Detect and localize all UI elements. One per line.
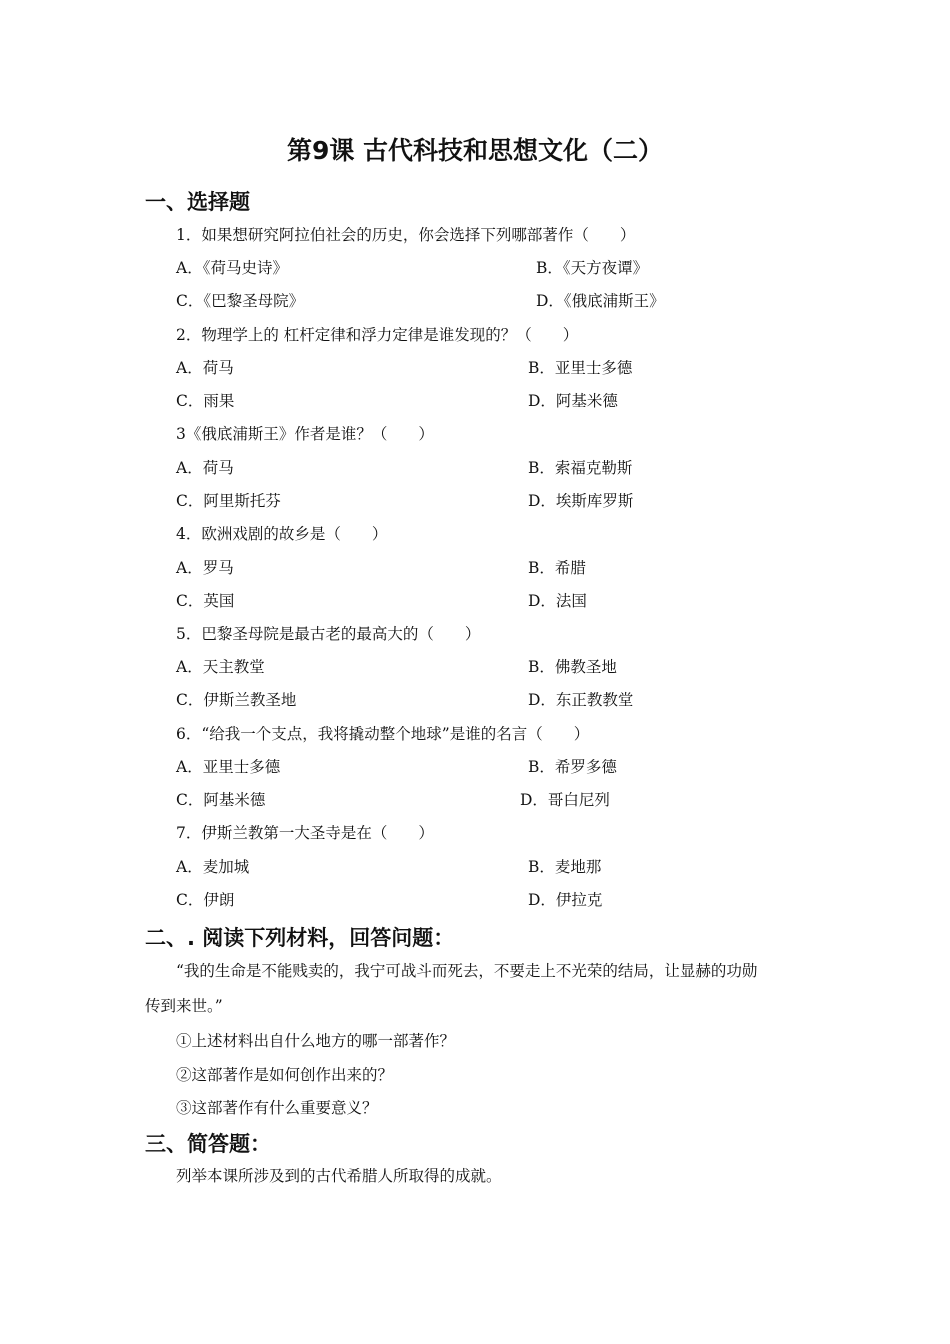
option-b: B．希罗多德 bbox=[528, 758, 617, 776]
reading-quote-line1: “我的生命是不能贱卖的，我宁可战斗而死去，不要走上不光荣的结局，让显赫的功勋 bbox=[176, 962, 758, 980]
section-heading-short-answer: 三、简答题： bbox=[145, 1132, 271, 1156]
option-a: A．麦加城 bbox=[176, 858, 250, 876]
section-heading-reading: 二、. 阅读下列材料，回答问题： bbox=[145, 926, 455, 950]
option-d: D．阿基米德 bbox=[528, 392, 618, 410]
option-d: D．《俄底浦斯王》 bbox=[536, 292, 665, 310]
option-b: B．麦地那 bbox=[528, 858, 602, 876]
option-b: B．索福克勒斯 bbox=[528, 459, 633, 477]
option-b: B．《天方夜谭》 bbox=[536, 259, 649, 277]
reading-quote-line2: 传到来世。” bbox=[145, 997, 223, 1015]
question-stem: 5．巴黎圣母院是最古老的最高大的（ ） bbox=[176, 625, 481, 643]
option-b: B．希腊 bbox=[528, 559, 586, 577]
short-answer-prompt: 列举本课所涉及到的古代希腊人所取得的成就。 bbox=[176, 1167, 502, 1185]
option-a: A．荷马 bbox=[176, 359, 234, 377]
question-stem: 1．如果想研究阿拉伯社会的历史，你会选择下列哪部著作（ ） bbox=[176, 226, 636, 244]
option-d: D．埃斯库罗斯 bbox=[528, 492, 634, 510]
option-c: C．阿里斯托芬 bbox=[176, 492, 281, 510]
option-d: D．哥白尼列 bbox=[520, 791, 610, 809]
option-a: A．罗马 bbox=[176, 559, 234, 577]
option-c: C．《巴黎圣母院》 bbox=[176, 292, 305, 310]
option-c: C．伊斯兰教圣地 bbox=[176, 691, 297, 709]
option-c: C．伊朗 bbox=[176, 891, 235, 909]
option-b: B．佛教圣地 bbox=[528, 658, 617, 676]
page-title: 第9课 古代科技和思想文化（二） bbox=[286, 136, 664, 165]
question-stem: 6．“给我一个支点，我将撬动整个地球”是谁的名言（ ） bbox=[176, 725, 590, 743]
option-c: C．阿基米德 bbox=[176, 791, 266, 809]
option-d: D．东正教教堂 bbox=[528, 691, 634, 709]
option-a: A．《荷马史诗》 bbox=[176, 259, 288, 277]
option-a: A．亚里士多德 bbox=[176, 758, 281, 776]
option-a: A．荷马 bbox=[176, 459, 234, 477]
option-d: D．法国 bbox=[528, 592, 587, 610]
option-c: C．雨果 bbox=[176, 392, 235, 410]
option-d: D．伊拉克 bbox=[528, 891, 603, 909]
option-b: B．亚里士多德 bbox=[528, 359, 633, 377]
question-stem: 2．物理学上的 杠杆定律和浮力定律是谁发现的？（ ） bbox=[176, 326, 579, 344]
question-stem: 3《俄底浦斯王》作者是谁？（ ） bbox=[176, 425, 434, 443]
question-stem: 4．欧洲戏剧的故乡是（ ） bbox=[176, 525, 388, 543]
question-stem: 7．伊斯兰教第一大圣寺是在（ ） bbox=[176, 824, 434, 842]
reading-question: ②这部著作是如何创作出来的？ bbox=[176, 1066, 394, 1084]
reading-question: ③这部著作有什么重要意义？ bbox=[176, 1099, 378, 1117]
option-c: C．英国 bbox=[176, 592, 235, 610]
reading-question: ①上述材料出自什么地方的哪一部著作？ bbox=[176, 1032, 456, 1050]
option-a: A．天主教堂 bbox=[176, 658, 265, 676]
section-heading-multiple-choice: 一、选择题 bbox=[145, 190, 250, 214]
